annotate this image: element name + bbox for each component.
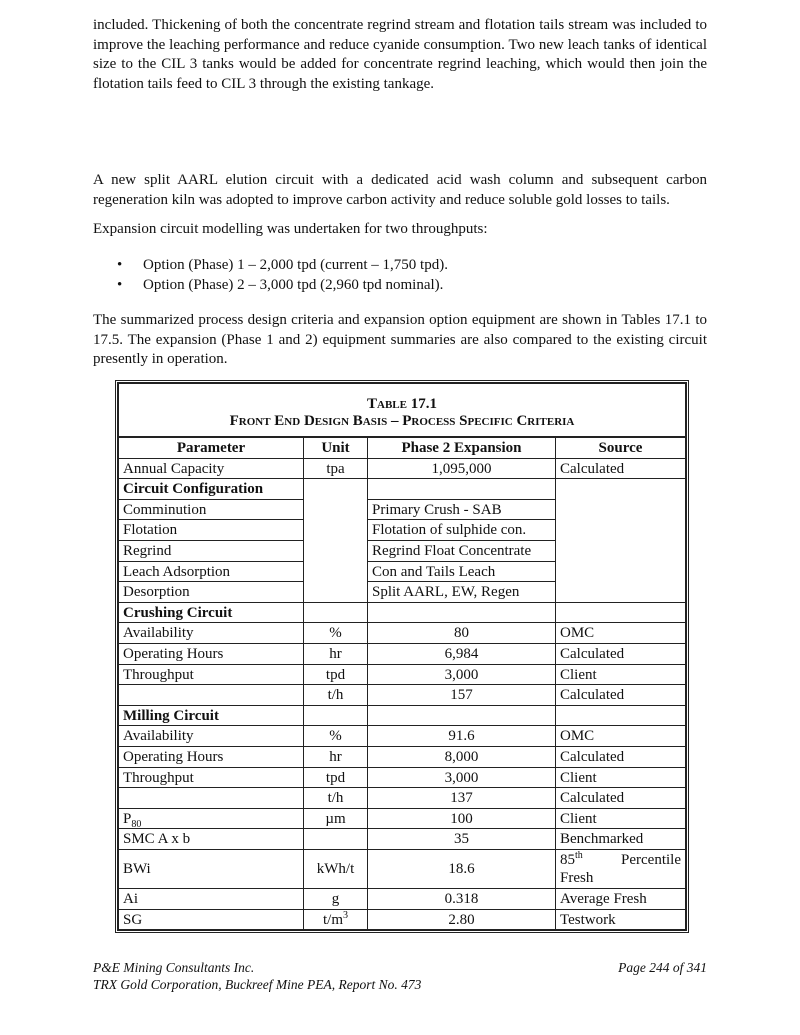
footer-report: TRX Gold Corporation, Buckreef Mine PEA, Report No. 473 [93,977,422,992]
cell-source: Calculated [556,685,686,706]
cell-value [368,705,556,726]
cell-source: Benchmarked [556,829,686,850]
cell-parameter: Operating Hours [119,643,304,664]
cell-source [556,705,686,726]
table-row [119,788,686,809]
cell-value: 2.80 [368,909,556,930]
table-row [119,643,686,664]
cell-parameter: Flotation [119,520,304,541]
unit-text: t/m [322,911,343,928]
cell-value: 35 [368,829,556,850]
cell-unit [304,479,368,603]
parameter-text: P [123,810,132,827]
cell-value: 18.6 [368,849,556,888]
cell-parameter: Ai [119,889,304,910]
footer [93,959,707,993]
cell-unit: hr [304,643,368,664]
cell-value: Regrind Float Concentrate [368,540,556,561]
cell-source: OMC [556,623,686,644]
cell-unit: g [304,889,368,910]
table-row [119,458,686,479]
table-row [119,685,686,706]
cell-value: 80 [368,623,556,644]
cell-value: 1,095,000 [368,458,556,479]
cell-unit [304,705,368,726]
cell-unit [304,602,368,623]
cell-parameter: Availability [119,726,304,747]
cell-value: 3,000 [368,664,556,685]
cell-parameter [119,808,304,829]
cell-source: Calculated [556,643,686,664]
cell-unit: t/h [304,788,368,809]
source-superscript: th [575,849,583,861]
cell-value: Con and Tails Leach [368,561,556,582]
paragraph: Expansion circuit modelling was undertaken for two throughputs: [93,221,488,237]
table-row [119,829,686,850]
cell-value: Split AARL, EW, Regen [368,582,556,603]
cell-source: Client [556,767,686,788]
cell-unit: kWh/t [304,849,368,888]
cell-unit: t/h [304,685,368,706]
cell-value: 8,000 [368,746,556,767]
cell-source: Calculated [556,746,686,767]
table-row [119,808,686,829]
column-header: Phase 2 Expansion [368,437,556,458]
cell-source [556,479,686,603]
table-row [119,909,686,930]
parameter-subscript: 80 [131,818,142,830]
cell-parameter: Throughput [119,767,304,788]
list-item: • Option (Phase) 1 – 2,000 tpd (current – 1,750 tpd). [93,256,448,276]
cell-source: Calculated [556,788,686,809]
cell-unit: µm [304,808,368,829]
cell-value: 137 [368,788,556,809]
table-row [119,602,686,623]
paragraph: The summarized process design criteria and expansion option equipment are shown in Tables 17.1 to 17.5. The expansion (Phase 1 and 2) equipment summaries are also compared to the existing circuit presently in operation. [93,312,707,368]
cell-value: 100 [368,808,556,829]
unit-superscript: 3 [343,909,348,921]
cell-parameter: SG [119,909,304,930]
cell-parameter: Regrind [119,540,304,561]
paragraph: A new split AARL elution circuit with a dedicated acid wash column and subsequent carbon regeneration kiln was adopted to improve carbon activity and reduce soluble gold losses to tails. [93,172,707,208]
table-row [119,746,686,767]
source-text: 85 [560,851,575,868]
cell-parameter: Leach Adsorption [119,561,304,582]
cell-parameter: Annual Capacity [119,458,304,479]
cell-unit: tpa [304,458,368,479]
cell-value: 3,000 [368,767,556,788]
table-row [119,889,686,910]
cell-source: OMC [556,726,686,747]
cell-value [368,602,556,623]
cell-parameter: Milling Circuit [119,705,304,726]
cell-parameter [119,788,304,809]
cell-value: 157 [368,685,556,706]
column-header: Unit [304,437,368,458]
cell-parameter: SMC A x b [119,829,304,850]
cell-parameter: Availability [119,623,304,644]
cell-unit: tpd [304,767,368,788]
cell-value: 6,984 [368,643,556,664]
cell-value [368,479,556,500]
cell-unit [304,909,368,930]
cell-parameter: Throughput [119,664,304,685]
bullet-list [93,256,448,295]
footer-page-number: Page 244 of 341 [618,960,707,975]
cell-source: Client [556,808,686,829]
source-word: Percentile [621,851,681,868]
cell-unit: % [304,623,368,644]
table-row [119,705,686,726]
cell-value: Flotation of sulphide con. [368,520,556,541]
cell-value: Primary Crush - SAB [368,499,556,520]
footer-company: P&E Mining Consultants Inc. [93,960,255,975]
cell-unit: tpd [304,664,368,685]
cell-parameter: Operating Hours [119,746,304,767]
cell-unit: hr [304,746,368,767]
cell-parameter [119,685,304,706]
cell-parameter: Circuit Configuration [119,479,304,500]
column-header: Source [556,437,686,458]
cell-parameter: BWi [119,849,304,888]
cell-value: 0.318 [368,889,556,910]
list-item: • Option (Phase) 2 – 3,000 tpd (2,960 tpd nominal). [93,276,448,296]
source-line2: Fresh [560,870,594,887]
cell-unit [304,829,368,850]
cell-source [556,849,686,888]
cell-unit: % [304,726,368,747]
table-row [119,479,686,500]
cell-source: Testwork [556,909,686,930]
table-row [119,767,686,788]
table-17-1 [115,380,689,933]
cell-parameter: Desorption [119,582,304,603]
cell-parameter: Crushing Circuit [119,602,304,623]
table-title: Front End Design Basis – Process Specific Criteria [229,413,575,429]
cell-source: Client [556,664,686,685]
cell-source [556,602,686,623]
column-header: Parameter [119,437,304,458]
table-row [119,726,686,747]
cell-source: Calculated [556,458,686,479]
table-row [119,664,686,685]
cell-value: 91.6 [368,726,556,747]
cell-parameter: Comminution [119,499,304,520]
table-caption [119,384,686,438]
table-number: Table 17.1 [367,396,437,412]
table-row [119,623,686,644]
table-row [119,849,686,888]
cell-source: Average Fresh [556,889,686,910]
paragraph: included. Thickening of both the concentrate regrind stream and flotation tails stream was included to improve the leaching performance and reduce cyanide consumption. Two new leach tanks of identical size to the CIL 3 tanks would be added for concentrate regrind leaching, which would then join the flotation tails feed to CIL 3 through the existing tankage. [93,17,707,92]
